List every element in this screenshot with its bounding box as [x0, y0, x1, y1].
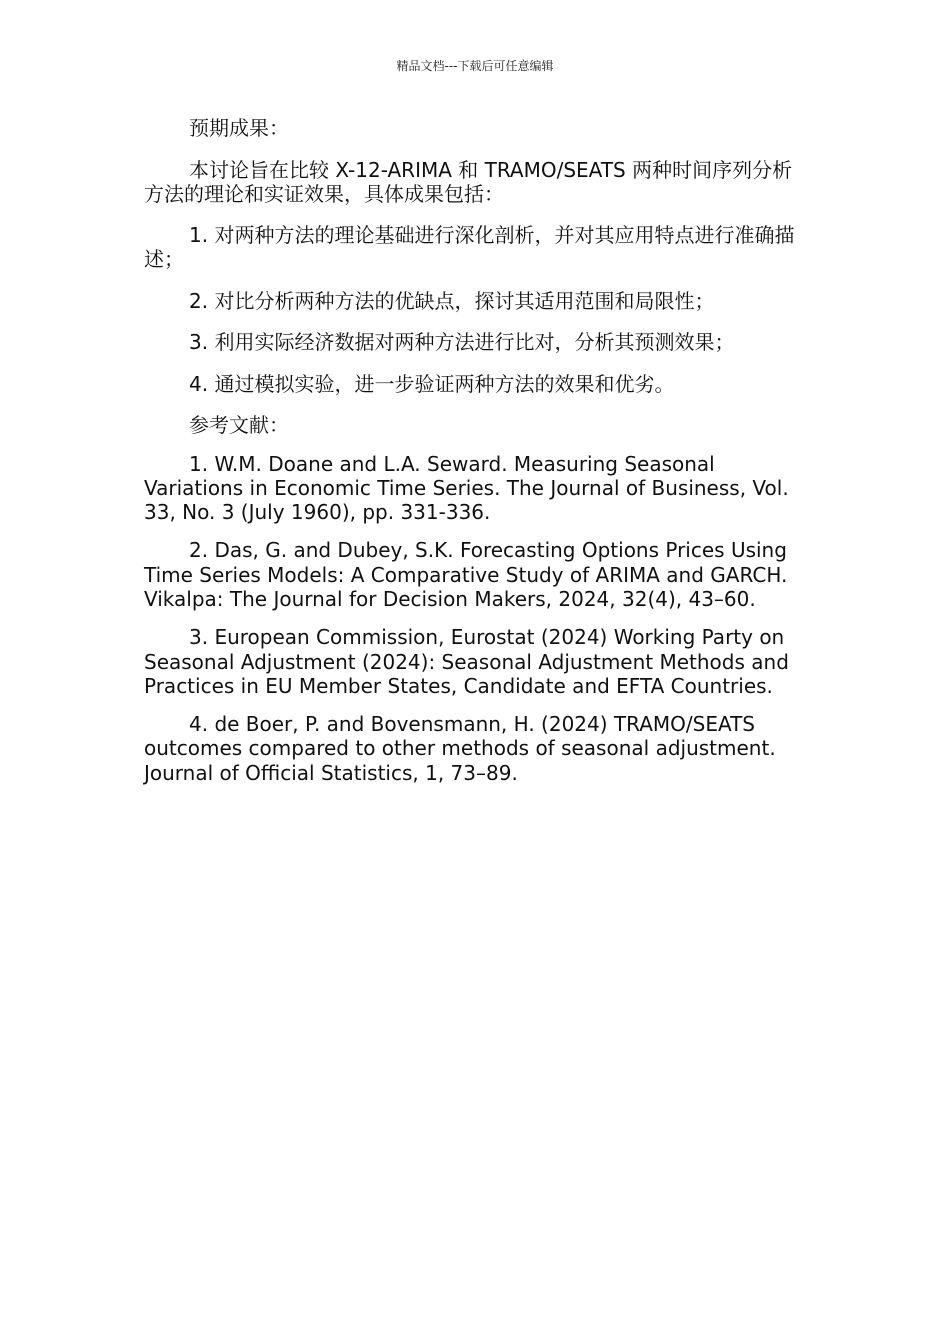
outcome-item: 1. 对两种方法的理论基础进行深化剖析，并对其应用特点进行准确描述；: [144, 222, 795, 271]
outcome-item: 3. 利用实际经济数据对两种方法进行比对，分析其预测效果；: [189, 330, 735, 354]
reference-item: 3. European Commission, Eurostat (2024) Working Party on Seasonal Adjustment (2024): Seasonal Adjustment Methods and Practices in EU Member States, Candidate and EFTA Countries.: [144, 625, 789, 698]
outcome-item: 4. 通过模拟实验，进一步验证两种方法的效果和优劣。: [189, 371, 675, 396]
page-header: 精品文档---下载后可任意编辑: [396, 59, 554, 73]
intro-paragraph: 本讨论旨在比较 X-12-ARIMA 和 TRAMO/SEATS 两种时间序列分析方法的理论和实证效果，具体成果包括：: [144, 157, 793, 206]
outcome-item: 2. 对比分析两种方法的优缺点，探讨其适用范围和局限性；: [189, 288, 715, 313]
document-body: [144, 116, 804, 785]
references-heading: 参考文献：: [189, 413, 289, 437]
reference-item: 2. Das, G. and Dubey, S.K. Forecasting Options Prices Using Time Series Models: A Comparative Study of ARIMA and GARCH. Vikalpa: The Journal for Decision Makers, 2024, 32(4), 43–60.: [144, 538, 788, 611]
reference-item: 1. W.M. Doane and L.A. Seward. Measuring Seasonal Variations in Economic Time Series. The Journal of Business, Vol. 33, No. 3 (July 1960), pp. 331-336.: [144, 451, 789, 525]
expected-results-heading: 预期成果：: [189, 116, 289, 140]
reference-item: 4. de Boer, P. and Bovensmann, H. (2024) TRAMO/SEATS outcomes compared to other methods of seasonal adjustment. Journal of Official Statistics, 1, 73–89.: [144, 712, 776, 785]
